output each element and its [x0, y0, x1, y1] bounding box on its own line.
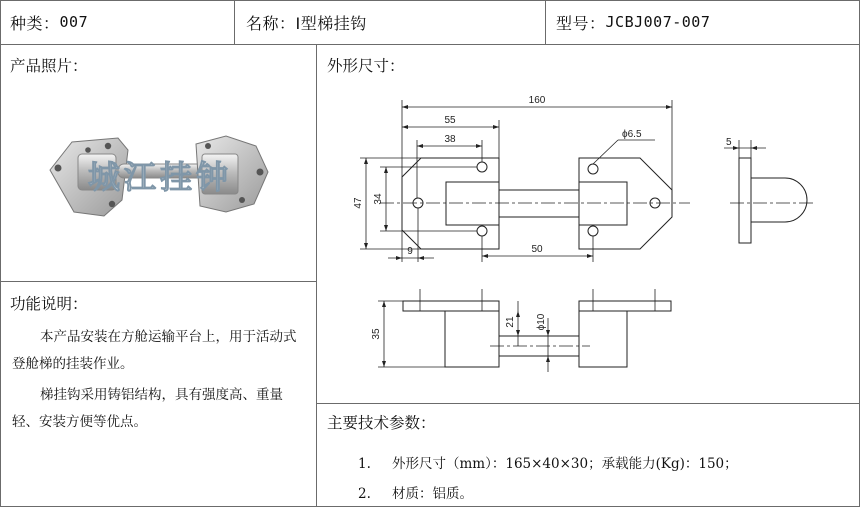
param-text-2: 材质：铝质。	[392, 486, 473, 502]
dim-34: 34	[373, 193, 384, 205]
dim-55: 55	[444, 115, 456, 126]
technical-drawing	[317, 45, 859, 402]
drawing-section-title: 外形尺寸：	[327, 57, 405, 75]
photo-watermark: 城江挂钟	[87, 159, 233, 195]
param-text-1: 外形尺寸（mm）：165×40×30；承载能力(Kg)：150；	[392, 456, 738, 472]
side-view	[724, 140, 815, 243]
param-item-1	[358, 452, 738, 472]
dim-9: 9	[407, 246, 413, 257]
param-item-2	[358, 482, 473, 502]
right-column-divider	[316, 403, 860, 404]
dim-phi-10: ϕ10	[536, 313, 547, 331]
dim-21: 21	[505, 316, 516, 328]
outer-left-border	[0, 0, 1, 507]
category-value: 007	[59, 13, 89, 31]
top-dim-lines	[360, 100, 672, 262]
dim-160: 160	[528, 95, 546, 106]
category-label: 种类：	[10, 13, 60, 33]
param-num-1: 1.	[358, 456, 371, 472]
function-text-2: 梯挂钩采用铸铝结构，具有强度高、重量轻、安装方便等优点。	[12, 387, 283, 430]
function-text-1: 本产品安装在方舱运输平台上，用于活动式登舱梯的挂装作业。	[12, 329, 297, 372]
name-label: 名称：	[246, 13, 296, 33]
dim-38: 38	[444, 134, 456, 145]
function-paragraph-1	[12, 324, 308, 378]
top-view	[380, 158, 690, 249]
dim-47: 47	[353, 197, 364, 209]
dim-5: 5	[726, 137, 732, 148]
model-label: 型号：	[556, 13, 606, 33]
dim-phi-6-5: ϕ6.5	[622, 129, 642, 140]
params-section-title: 主要技术参数：	[327, 414, 436, 432]
header-divider-2	[545, 0, 546, 44]
photo-section-title: 产品照片：	[10, 57, 88, 75]
product-photo	[30, 120, 290, 230]
model-value: JCBJ007-007	[605, 13, 711, 31]
header-divider-1	[234, 0, 235, 44]
model-cell	[556, 0, 852, 44]
dim-35: 35	[371, 328, 382, 340]
left-column-divider	[0, 281, 316, 282]
category-cell	[10, 0, 230, 44]
dimension-arrows	[364, 105, 757, 367]
name-value: Ⅰ型梯挂钩	[295, 13, 367, 33]
name-cell	[246, 0, 536, 44]
dim-50: 50	[531, 244, 543, 255]
param-num-2: 2.	[358, 486, 371, 502]
function-paragraph-2	[12, 382, 308, 436]
function-section-title: 功能说明：	[10, 295, 88, 313]
